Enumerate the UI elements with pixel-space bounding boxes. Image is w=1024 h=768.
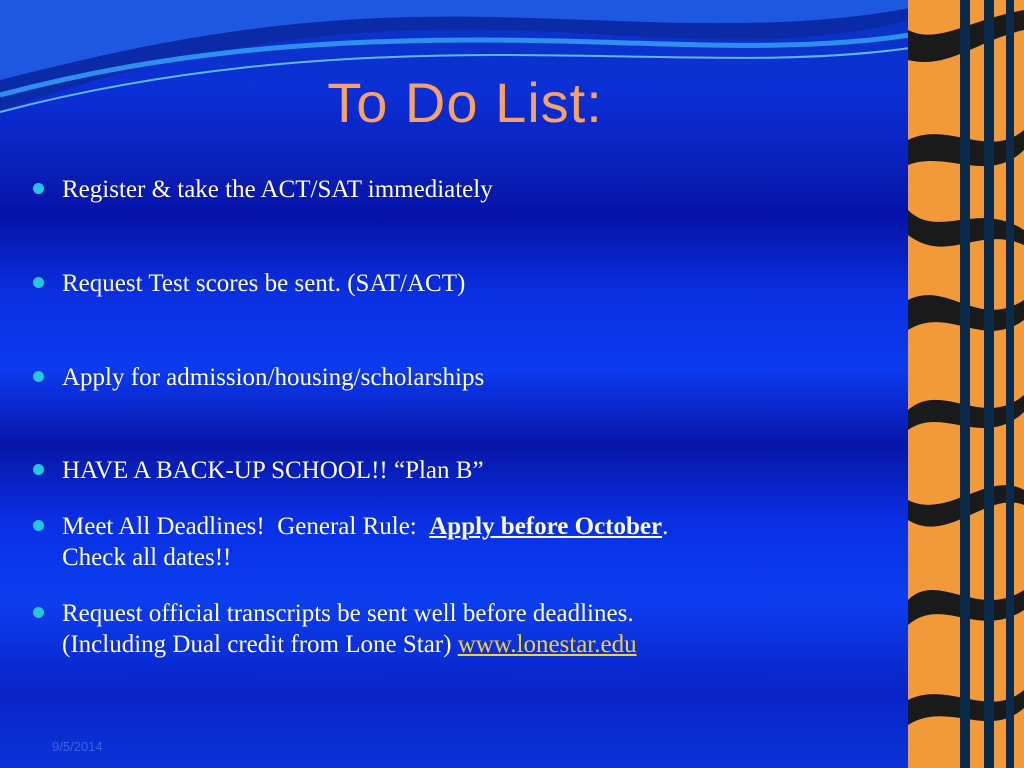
bullet-dot-icon (33, 371, 44, 382)
bullet-dot-icon (33, 464, 44, 475)
bullet-text-prefix: Meet All Deadlines! General Rule: (62, 513, 430, 540)
bullet-item (30, 268, 890, 299)
bullet-text-line2: Check all dates!! (62, 544, 232, 571)
bullet-dot-icon (33, 520, 44, 531)
bullet-dot-icon (33, 607, 44, 618)
bullet-text: HAVE A BACK-UP SCHOOL!! “Plan B” (62, 457, 484, 484)
slide-date: 9/5/2014 (52, 739, 103, 754)
bullet-dot-icon (33, 183, 44, 194)
bullet-text: Request Test scores be sent. (SAT/ACT) (62, 270, 466, 297)
bullet-text: Apply for admission/housing/scholarships (62, 364, 485, 391)
slide-title: To Do List: (327, 71, 603, 134)
bullet-item (30, 174, 890, 205)
bullet-text-prefix: (Including Dual credit from Lone Star) (62, 631, 458, 658)
apply-before-october-link[interactable]: Apply before October (429, 513, 663, 540)
bullet-text: Register & take the ACT/SAT immediately (62, 176, 493, 203)
bullet-item (30, 598, 890, 660)
bullet-dot-icon (33, 277, 44, 288)
bullet-item (30, 511, 890, 573)
bullet-list (30, 174, 890, 660)
lonestar-website-link[interactable]: www.lonestar.edu (457, 631, 637, 658)
bullet-text-line1: Request official transcripts be sent well before deadlines. (62, 600, 634, 627)
bullet-item (30, 455, 890, 486)
bullet-text-suffix: . (662, 513, 669, 540)
bullet-item (30, 362, 890, 393)
